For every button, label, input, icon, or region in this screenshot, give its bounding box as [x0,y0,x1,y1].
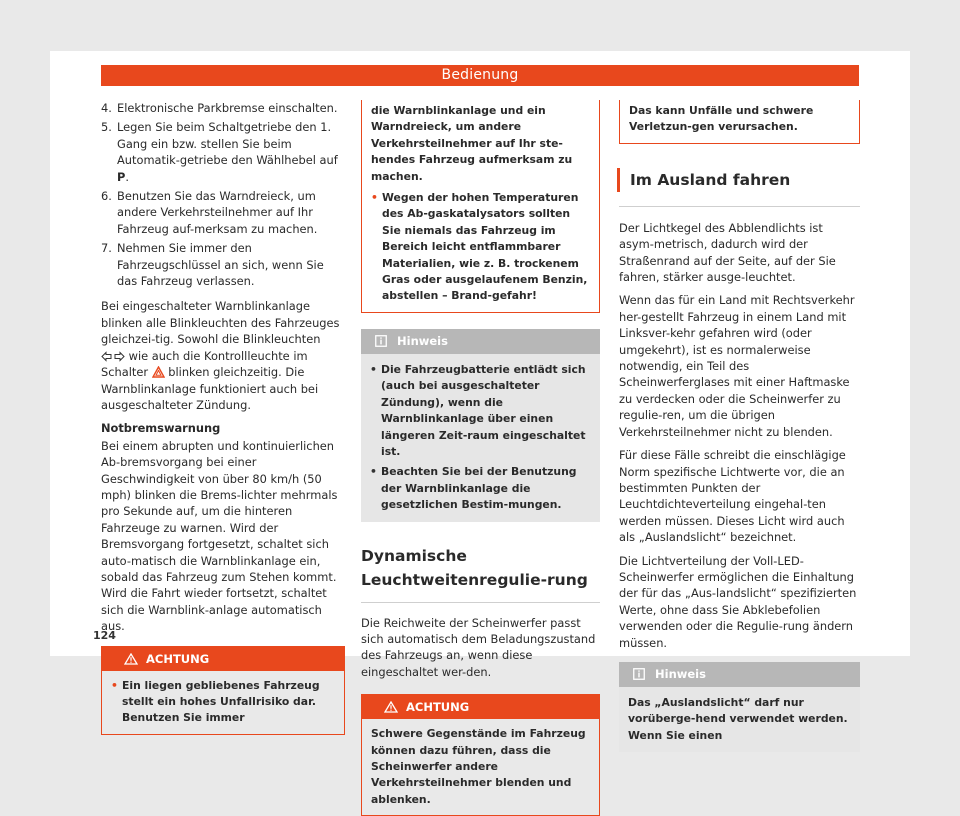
turn-signal-icon [101,351,125,362]
paragraph: Die Lichtverteilung der Voll-LED-Scheinwerfer ermöglichen die Einhaltung der für das „Aus-landslicht“ spezifizierten Werte, ohne dass Sie Abklebefolien verwenden oder die Regulie-rung ändern müssen. [619,553,857,650]
hazard-paragraph: Bei eingeschalteter Warnblinkanlage blinken alle Blinkleuchten des Fahrzeuges gleichzei-tig. Sowohl die Blinkleuchten wie auch die Kontrollleuchte im Schalter blinken gleichzeitig. Die Warnblinkanlage funktioniert auch bei ausgeschalteter Zündung. [101,299,340,412]
column-3 [619,100,860,752]
section-header: Bedienung [101,65,859,86]
info-icon [375,335,387,347]
paragraph: Wenn das für ein Land mit Rechtsverkehr her-gestellt Fahrzeug in einem Land mit Linksver-kehr gefahren wird (oder umgekehrt), ist es normalerweise notwendig, ein Teil des Scheinwerferglases mit einer Haftmaske zu verdecken oder die Scheinwerfer zu regulie-ren, um die übrigen Verkehrsteilnehmer nicht zu blenden. [619,293,855,439]
warning-icon [124,653,138,665]
section-heading: Im Ausland fahren [617,168,860,192]
warning-icon [384,701,398,713]
warning-text: Das kann Unfälle und schwere Verletzun-gen verursachen. [629,104,814,134]
warning-box [361,694,600,816]
warning-box [101,646,345,735]
warning-box-continued [619,100,860,144]
divider [361,602,600,603]
subheading: Notbremswarnung [101,421,221,436]
paragraph: Der Lichtkegel des Abblendlichts ist asym-metrisch, dadurch wird der Straßenrand auf der Seite, auf der Sie fahren, stärker ausge-leuchtet. [619,220,836,285]
warning-header: ACHTUNG [362,695,599,719]
list-item: 4. Elektronische Parkbremse einschalten. [101,101,338,115]
page-number: 124 [93,629,116,642]
divider [619,206,860,207]
note-bullet: • Die Fahrzeugbatterie entlädt sich (auch bei ausgeschalteter Zündung), wenn die Warnblinkanlage über einen längeren Zeit-raum eingeschaltet ist. [370,362,586,458]
list-item: 5. Legen Sie beim Schaltgetriebe den 1. Gang ein bzw. stellen Sie beim Automatik-getriebe den Wählhebel auf P. [101,120,338,184]
warning-text: Schwere Gegenstände im Fahrzeug können dazu führen, dass die Scheinwerfer andere Verkehrsteilnehmer blenden und ablenken. [371,727,586,806]
note-box [361,329,600,522]
note-bullet: • Beachten Sie bei der Benutzung der Warnblinkanlage die gesetzlichen Bestim-mungen. [370,465,577,512]
paragraph: Die Reichweite der Scheinwerfer passt sich automatisch dem Beladungszustand des Fahrzeugs an, wenn diese eingeschaltet wer-den. [361,615,596,679]
note-header: Hinweis [361,329,600,354]
info-icon [633,668,645,680]
warning-text: die Warnblinkanlage und ein Warndreieck, um andere Verkehrsteilnehmer auf Ihr ste-hendes Fahrzeug aufmerksam zu machen. [371,104,573,183]
note-header: Hinweis [619,662,860,687]
paragraph: Für diese Fälle schreibt die einschlägige Norm spezifische Lichtwerte vor, die an bestimmten Punkten der Leuchtdichteverteilung eingehal-ten werden müssen. Dieses Licht wird auch als „Auslandslicht“ bezeichnet. [619,448,846,545]
column-2 [361,100,600,816]
paragraph: Bei einem abrupten und kontinuierlichen Ab-bremsvorgang bei einer Geschwindigkeit von über 80 km/h (50 mph) blinken die Brems-lichter mehrmals pro Sekunde auf, um die hinteren Fahrzeuge zu warnen. Wird der Bremsvorgang fortgesetzt, schaltet sich auto-matisch die Warnblinkanlage ein, sobald das Fahrzeug zum Stehen kommt. Wird die Fahrt wieder fortsetzt, schaltet sich die Warnblink-anlage automatisch aus. [101,438,338,634]
column-1 [101,100,345,735]
note-text: Das „Auslandslicht“ darf nur vorüberge-hend verwendet werden. Wenn Sie einen [628,695,848,742]
warning-bullet: • Wegen der hohen Temperaturen des Ab-gaskatalysators sollten Sie niemals das Fahrzeug im Bereich leicht entflammbarer Materialien, wie z. B. trockenem Gras oder ausgelaufenem Benzin, abstellen – Brand-gefahr! [371,191,588,303]
warning-box-continued [361,100,600,313]
list-item: 6. Benutzen Sie das Warndreieck, um andere Verkehrsteilnehmer auf Ihr Fahrzeug auf-merksam zu machen. [101,189,318,236]
hazard-triangle-icon [152,366,165,378]
warning-bullet: • Ein liegen gebliebenes Fahrzeug stellt ein hohes Unfallrisiko dar. Benutzen Sie immer [111,678,320,725]
warning-header: ACHTUNG [102,647,344,671]
section-heading: Dynamische Leuchtweitenregulie-rung [361,546,588,589]
note-box [619,662,860,752]
list-item: 7. Nehmen Sie immer den Fahrzeugschlüssel an sich, wenn Sie das Fahrzeug verlassen. [101,241,324,289]
